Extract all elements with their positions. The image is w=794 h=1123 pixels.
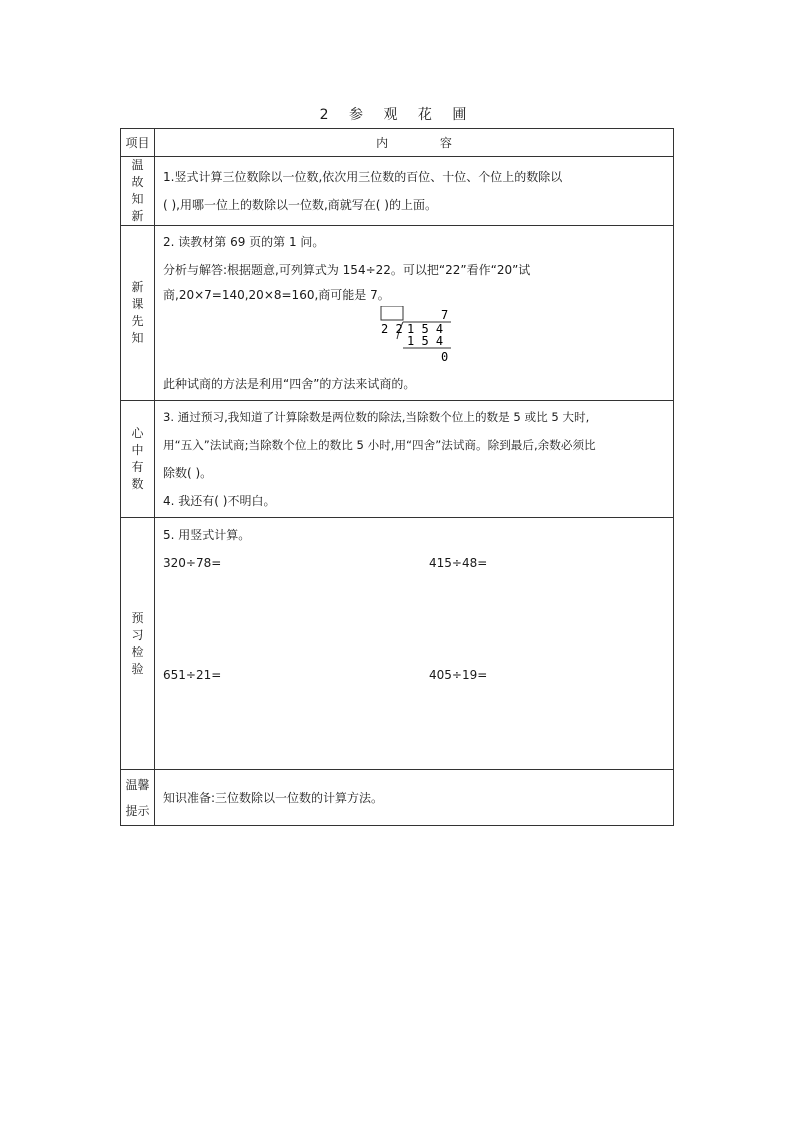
mind-content: [155, 401, 674, 518]
analysis-line-2: 商,20×7=140,20×8=160,商可能是 7。: [163, 288, 390, 302]
label-char: 先: [131, 314, 144, 328]
page-title: 2 参 观 花 圃: [319, 107, 475, 123]
conclusion-text: 此种试商的方法是利用“四舍”的方法来试商的。: [163, 377, 416, 391]
q2-text: 2. 读教材第 69 页的第 1 问。: [163, 235, 325, 249]
tips-text: 知识准备:三位数除以一位数的计算方法。: [163, 790, 384, 805]
exercise-415-48[interactable]: 415÷48=: [429, 556, 488, 570]
q4-text: 4. 我还有( )不明白。: [163, 494, 276, 508]
label-char: 检: [131, 644, 144, 659]
answer-box: [381, 306, 403, 320]
label-char: 温馨: [125, 777, 150, 792]
label-char: 提示: [125, 803, 150, 818]
division-divisor: 2 2: [381, 322, 403, 336]
long-division: [163, 306, 665, 370]
check-content: [155, 518, 674, 770]
q3-line-2: 用“五入”法试商;当除数个位上的数比 5 小时,用“四舍”法试商。除到最后,余数必须比: [163, 438, 596, 452]
row-review: [121, 157, 674, 226]
label-check: [121, 518, 155, 770]
row-check: [121, 518, 674, 770]
header-content-label: 内 容: [376, 136, 476, 150]
q3-line-1: 3. 通过预习,我知道了计算除数是两位数的除法,当除数个位上的数是 5 或比 5 大时,: [163, 410, 590, 424]
label-char: 心: [131, 426, 144, 440]
study-table: [120, 128, 674, 826]
row-tips: [121, 770, 674, 826]
exercise-405-19[interactable]: 405÷19=: [429, 668, 488, 682]
row-new-lesson: [121, 226, 674, 401]
label-char: 故: [131, 175, 144, 189]
exercise-area: [155, 518, 673, 768]
label-char: 有: [131, 460, 144, 474]
long-division-diagram: [163, 306, 709, 370]
tips-content: [155, 770, 674, 826]
label-char: 新: [131, 209, 144, 223]
label-char: 温: [131, 158, 144, 172]
header-content: [155, 129, 674, 157]
label-char: 中: [131, 443, 144, 457]
new-lesson-content: [155, 226, 674, 401]
label-mind: [121, 401, 155, 518]
label-review: [121, 157, 155, 226]
table-header-row: [121, 129, 674, 157]
label-char: 知: [131, 331, 144, 345]
label-char: 数: [131, 477, 144, 491]
review-line-1: 1.竖式计算三位数除以一位数,依次用三位数的百位、十位、个位上的数除以: [163, 170, 563, 184]
label-char: 预: [131, 610, 144, 625]
analysis-line-1: 分析与解答:根据题意,可列算式为 154÷22。可以把“22”看作“20”试: [163, 263, 531, 277]
q5-text: 5. 用竖式计算。: [163, 528, 251, 542]
label-char: 知: [131, 192, 144, 206]
exercise-320-78[interactable]: 320÷78=: [163, 556, 222, 570]
q3-line-3: 除数( )。: [163, 466, 213, 480]
label-char: 验: [131, 661, 144, 676]
label-char: 课: [131, 297, 144, 311]
header-project: 项目: [121, 129, 155, 157]
division-remainder: 0: [441, 350, 449, 364]
label-tips: [121, 770, 155, 826]
division-product: 1 5 4: [407, 334, 444, 348]
label-char: 新: [131, 280, 144, 294]
exercise-651-21[interactable]: 651÷21=: [163, 668, 222, 682]
label-new-lesson: [121, 226, 155, 401]
label-char: 习: [131, 627, 144, 642]
review-line-2: ( ),用哪一位上的数除以一位数,商就写在( )的上面。: [163, 198, 437, 212]
row-mind: [121, 401, 674, 518]
division-quotient: 7: [441, 308, 449, 322]
division-dividend: 1 5 4: [407, 322, 444, 336]
review-content: [155, 157, 674, 226]
